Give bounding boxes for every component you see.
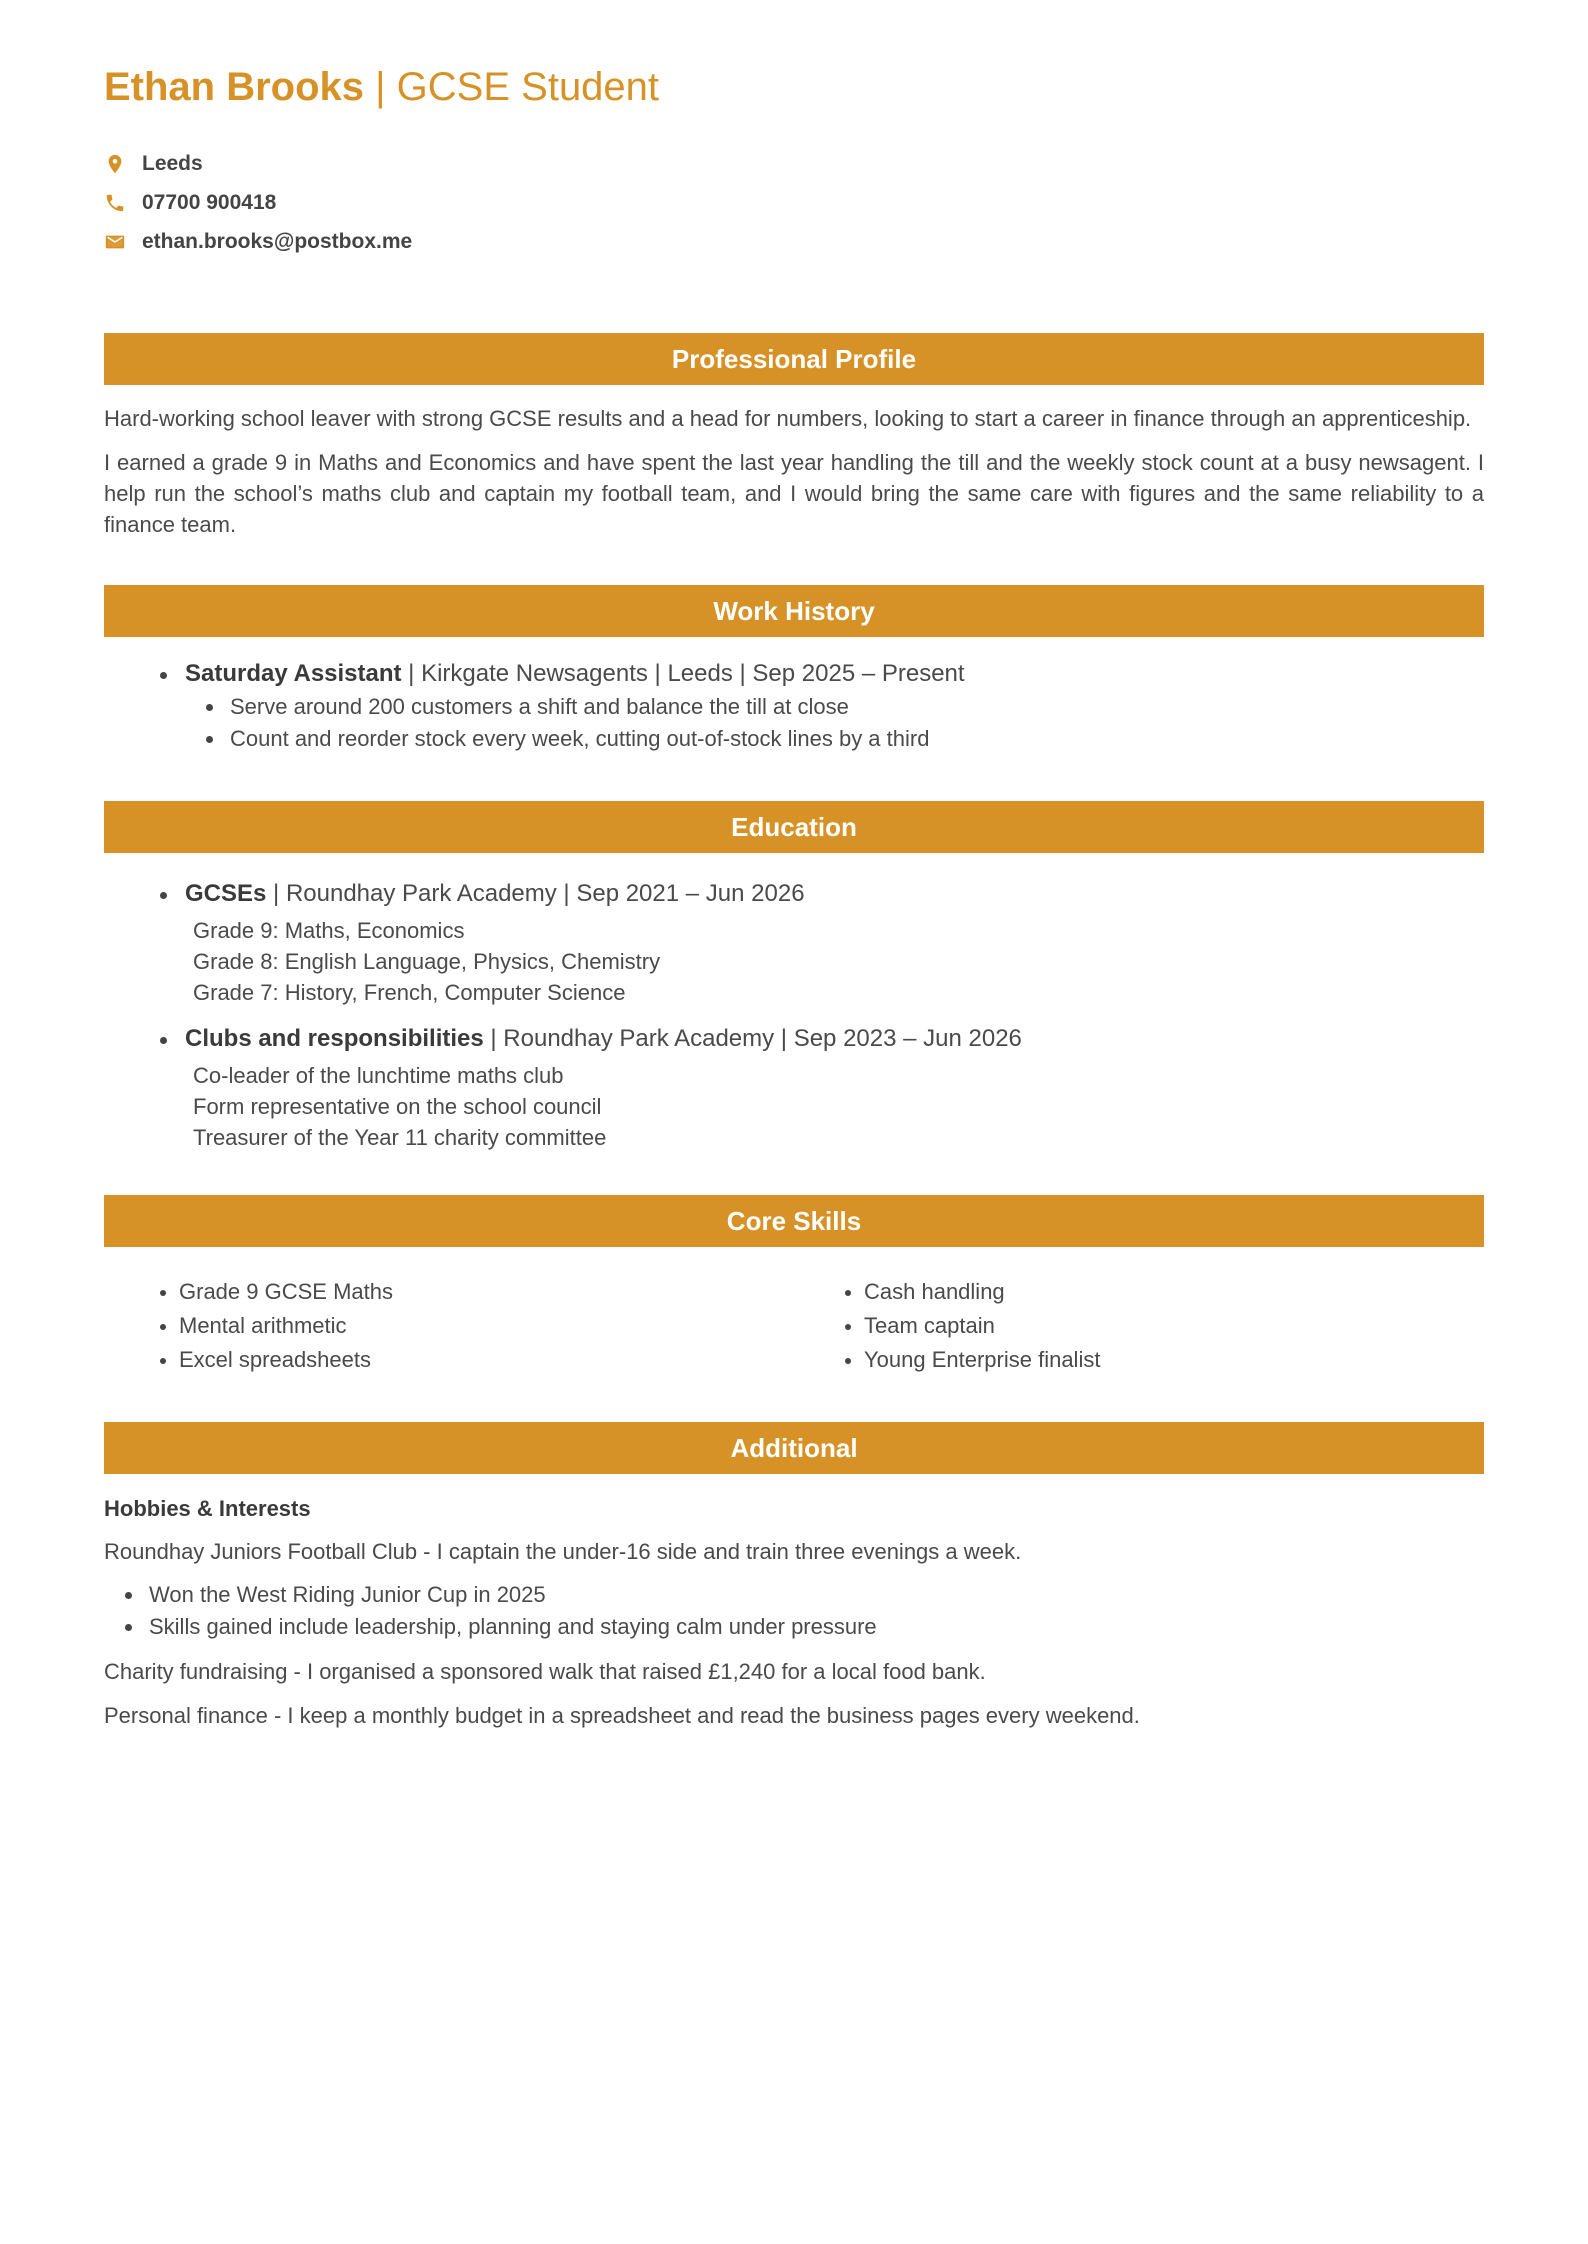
profile-section xyxy=(104,403,1484,540)
list-item: Cash handling xyxy=(794,1275,1484,1309)
resume-header xyxy=(104,58,1484,116)
candidate-name: Ethan Brooks xyxy=(104,65,365,109)
job-bullet-list xyxy=(104,691,1484,755)
contact-email-text: ethan.brooks@postbox.me xyxy=(142,229,413,253)
profile-paragraph: Hard-working school leaver with strong GCSE results and a head for numbers, looking to start a career in finance through an apprenticeship. xyxy=(104,406,1472,431)
list-item: Team captain xyxy=(794,1309,1484,1343)
hobby-charity: Charity fundraising - I organised a sponsored walk that raised £1,240 for a local food bank. xyxy=(104,1659,986,1684)
phone-icon xyxy=(104,192,126,214)
list-item: Mental arithmetic xyxy=(104,1309,794,1343)
hobbies-subheading: Hobbies & Interests xyxy=(104,1496,311,1521)
header-separator: | xyxy=(364,65,397,109)
hobby-bullet-list xyxy=(104,1579,1484,1643)
list-item: Skills gained include leadership, planning and staying calm under pressure xyxy=(104,1611,1484,1643)
email-icon xyxy=(104,231,126,253)
hobby-football: Roundhay Juniors Football Club - I captain the under-16 side and train three evenings a week. xyxy=(104,1539,1022,1564)
section-heading-profile: Professional Profile xyxy=(104,333,1484,385)
skills-section xyxy=(104,1275,1484,1377)
hobby-finance: Personal finance - I keep a monthly budget in a spreadsheet and read the business pages every weekend. xyxy=(104,1703,1140,1728)
section-heading-work: Work History xyxy=(104,585,1484,637)
education-entry-heading xyxy=(104,1022,1484,1056)
education-lines xyxy=(104,915,1484,1008)
location-pin-icon xyxy=(104,153,126,175)
contact-phone xyxy=(104,183,1484,222)
education-line: Co-leader of the lunchtime maths club xyxy=(193,1063,564,1088)
list-item: Young Enterprise finalist xyxy=(794,1343,1484,1377)
contact-phone-text: 07700 900418 xyxy=(142,190,277,214)
education-line: Form representative on the school council xyxy=(193,1094,602,1119)
list-item: Excel spreadsheets xyxy=(104,1343,794,1377)
contact-list xyxy=(104,144,1484,261)
education-line: Grade 8: English Language, Physics, Chemistry xyxy=(193,949,661,974)
education-details: | Roundhay Park Academy | Sep 2023 – Jun 2026 xyxy=(483,1025,1022,1052)
profile-paragraph: I earned a grade 9 in Maths and Economics and have spent the last year handling the till and the weekly stock count at a busy newsagent. I help run the school’s maths club and captain my football team, and I would bring the same care with figures and the same reliability to a finance team. xyxy=(104,450,1484,537)
list-item: Count and reorder stock every week, cutting out-of-stock lines by a third xyxy=(104,723,1484,755)
job-role: Saturday Assistant xyxy=(185,660,402,687)
education-title: GCSEs xyxy=(185,880,267,907)
contact-location-text: Leeds xyxy=(142,151,203,175)
job-details: | Kirkgate Newsagents | Leeds | Sep 2025 – Present xyxy=(401,660,965,687)
job-entry-heading xyxy=(104,657,1484,691)
section-heading-additional: Additional xyxy=(104,1422,1484,1474)
list-item: Won the West Riding Junior Cup in 2025 xyxy=(104,1579,1484,1611)
section-heading-education: Education xyxy=(104,801,1484,853)
work-section xyxy=(104,657,1484,755)
candidate-title: GCSE Student xyxy=(396,65,660,109)
list-item: Serve around 200 customers a shift and balance the till at close xyxy=(104,691,1484,723)
skills-right-column xyxy=(794,1275,1484,1377)
contact-email xyxy=(104,222,1484,261)
education-section xyxy=(104,877,1484,1153)
education-line: Grade 7: History, French, Computer Science xyxy=(193,980,626,1005)
education-entry-heading xyxy=(104,877,1484,911)
list-item: Grade 9 GCSE Maths xyxy=(104,1275,794,1309)
additional-section xyxy=(104,1494,1484,1731)
education-line: Grade 9: Maths, Economics xyxy=(193,918,465,943)
education-title: Clubs and responsibilities xyxy=(185,1025,484,1052)
contact-location xyxy=(104,144,1484,183)
education-line: Treasurer of the Year 11 charity committee xyxy=(193,1125,607,1150)
section-heading-skills: Core Skills xyxy=(104,1195,1484,1247)
skills-left-column xyxy=(104,1275,794,1377)
education-details: | Roundhay Park Academy | Sep 2021 – Jun 2026 xyxy=(266,880,805,907)
education-lines xyxy=(104,1060,1484,1153)
